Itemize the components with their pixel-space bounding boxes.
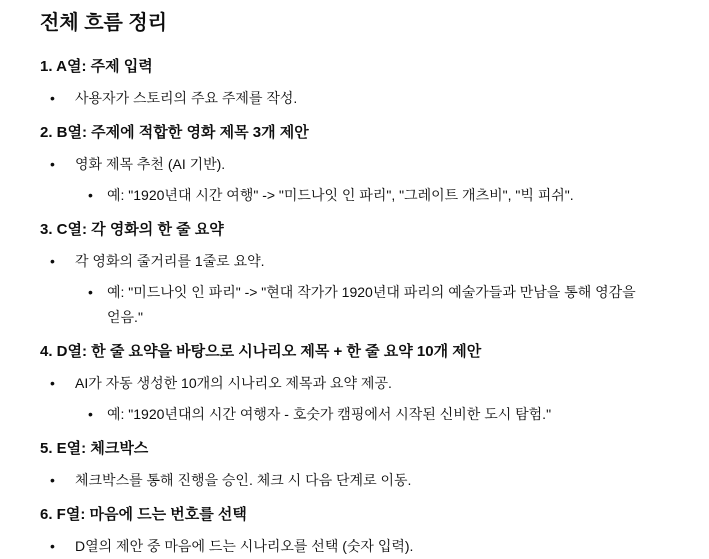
- section-a-column: [40, 57, 665, 111]
- section-heading: 4. D열: 한 줄 요약을 바탕으로 시나리오 제목 + 한 줄 요약 10개 제안: [40, 343, 482, 360]
- bullet-text: 예: "1920년대 시간 여행" -> "미드나잇 인 파리", "그레이트 개츠비", "빅 피쉬".: [107, 187, 574, 203]
- sub-bullet-item: [40, 280, 665, 330]
- section-b-column: [40, 123, 665, 208]
- bullet-icon: [50, 86, 64, 111]
- bullet-item: [40, 249, 665, 274]
- section-e-column: [40, 439, 665, 493]
- bullet-text: 영화 제목 추천 (AI 기반).: [75, 156, 226, 172]
- page-title: 전체 흐름 정리: [40, 12, 168, 34]
- bullet-text: 사용자가 스토리의 주요 주제를 작성.: [75, 90, 298, 106]
- sub-bullet-item: [40, 183, 665, 208]
- bullet-list: [40, 249, 665, 330]
- bullet-icon: [50, 534, 64, 559]
- bullet-icon: [50, 371, 64, 396]
- bullet-list: [40, 86, 665, 111]
- bullet-list: [40, 152, 665, 208]
- bullet-item: [40, 86, 665, 111]
- bullet-list: [40, 534, 665, 559]
- section-f-column: [40, 505, 665, 559]
- section-heading: 6. F열: 마음에 드는 번호를 선택: [40, 506, 247, 523]
- bullet-icon: [88, 402, 102, 427]
- bullet-text: D열의 제안 중 마음에 드는 시나리오를 선택 (숫자 입력).: [75, 538, 414, 554]
- bullet-text: 예: "미드나잇 인 파리" -> "현대 작가가 1920년대 파리의 예술가들과 만남을 통해 영감을 얻음.": [107, 284, 636, 325]
- bullet-item: [40, 468, 665, 493]
- bullet-text: 체크박스를 통해 진행을 승인. 체크 시 다음 단계로 이동.: [75, 472, 412, 488]
- section-d-column: [40, 342, 665, 427]
- section-heading: 5. E열: 체크박스: [40, 440, 149, 457]
- section-c-column: [40, 220, 665, 330]
- bullet-icon: [50, 152, 64, 177]
- bullet-icon: [88, 183, 102, 208]
- section-heading: 1. A열: 주제 입력: [40, 58, 153, 75]
- bullet-text: AI가 자동 생성한 10개의 시나리오 제목과 요약 제공.: [75, 375, 392, 391]
- section-heading: 2. B열: 주제에 적합한 영화 제목 3개 제안: [40, 124, 309, 141]
- bullet-list: [40, 371, 665, 427]
- bullet-icon: [50, 468, 64, 493]
- section-heading: 3. C열: 각 영화의 한 줄 요약: [40, 221, 224, 238]
- bullet-text: 예: "1920년대의 시간 여행자 - 호숫가 캠핑에서 시작된 신비한 도시 탐험.": [107, 406, 552, 422]
- bullet-text: 각 영화의 줄거리를 1줄로 요약.: [75, 253, 265, 269]
- bullet-item: [40, 152, 665, 177]
- bullet-icon: [88, 280, 102, 305]
- bullet-item: [40, 534, 665, 559]
- sub-bullet-item: [40, 402, 665, 427]
- bullet-list: [40, 468, 665, 493]
- bullet-item: [40, 371, 665, 396]
- bullet-icon: [50, 249, 64, 274]
